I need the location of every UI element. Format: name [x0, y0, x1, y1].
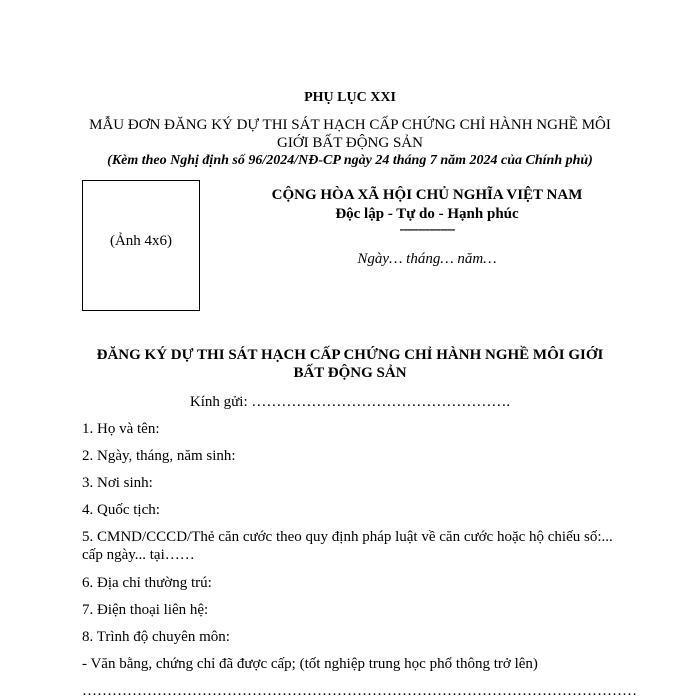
national-motto: Độc lập - Tự do - Hạnh phúc [335, 206, 519, 222]
field-address: 6. Địa chỉ thường trú: [82, 575, 212, 591]
field-date-of-birth: 2. Ngày, tháng, năm sinh: [82, 448, 236, 464]
form-title-line2: GIỚI BẤT ĐỘNG SẢN [277, 135, 423, 151]
field-nationality: 4. Quốc tịch: [82, 502, 160, 518]
photo-box [82, 180, 200, 311]
form-title-line1: MẪU ĐƠN ĐĂNG KÝ DỰ THI SÁT HẠCH CẤP CHỨNG CHỈ HÀNH NGHỀ MÔI [89, 117, 611, 133]
field-id-issue: cấp ngày... tại…… [82, 547, 195, 563]
photo-label: (Ảnh 4x6) [109, 233, 173, 249]
recipient-line: Kính gửi: ……………………………………………. [189, 394, 511, 410]
field-place-of-birth: 3. Nơi sinh: [82, 475, 153, 491]
field-qualification: 8. Trình độ chuyên môn: [82, 629, 230, 645]
motto-separator: --------------- [399, 222, 455, 237]
body-title-line1: ĐĂNG KÝ DỰ THI SÁT HẠCH CẤP CHỨNG CHỈ HÀNH NGHỀ MÔI GIỚI [96, 347, 604, 363]
field-phone: 7. Điện thoại liên hệ: [82, 602, 209, 618]
country-name: CỘNG HÒA XÃ HỘI CHỦ NGHĨA VIỆT NAM [271, 187, 583, 203]
decree-note: (Kèm theo Nghị định số 96/2024/NĐ-CP ngày 24 tháng 7 năm 2024 của Chính phủ) [107, 153, 593, 168]
field-full-name: 1. Họ và tên: [82, 421, 160, 437]
date-line: Ngày… tháng… năm… [357, 251, 497, 267]
dotted-fill-line: ………………………………………………………………………………………………… [82, 683, 637, 699]
field-degrees: - Văn bằng, chứng chỉ đã được cấp; (tốt nghiệp trung học phổ thông trở lên) [82, 656, 538, 672]
appendix-heading: PHỤ LỤC XXI [304, 90, 396, 105]
field-id-number: 5. CMND/CCCD/Thẻ căn cước theo quy định pháp luật về căn cước hoặc hộ chiếu số:... [82, 529, 613, 545]
body-title-line2: BẤT ĐỘNG SẢN [293, 365, 407, 381]
